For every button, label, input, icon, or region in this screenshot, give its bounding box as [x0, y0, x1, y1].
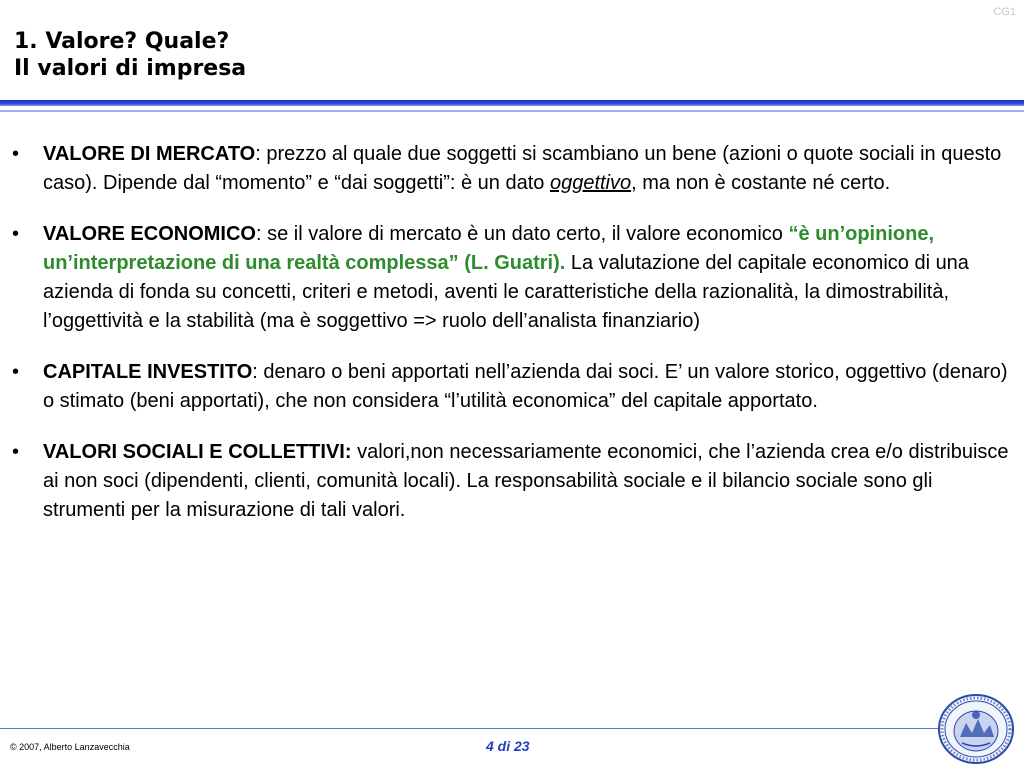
page-number: 4 di 23: [486, 738, 530, 754]
footer-divider: [0, 728, 940, 729]
slide-content: [12, 140, 1012, 547]
bullet-text: [43, 438, 1012, 525]
university-seal-icon: [936, 693, 1016, 765]
bullet-body-end: , ma non è costante né certo.: [631, 172, 891, 194]
bullet-label: VALORE DI MERCATO: [43, 143, 256, 165]
bullet-body: : denaro o beni apportati nell’azienda dai soci. E’ un valore storico, oggettivo (denaro) o stimato (beni apportati), che non considera “l’utilità economica” del capitale apportato.: [43, 361, 1008, 412]
slide-title-line-2: Il valori di impresa: [14, 56, 247, 81]
bullet-text: [43, 140, 1012, 198]
corner-tag: CG1: [993, 6, 1016, 18]
title-divider: [0, 100, 1024, 106]
bullet-glyph: •: [12, 143, 20, 165]
bullet-label: CAPITALE INVESTITO: [43, 361, 253, 383]
bullet-label: VALORE ECONOMICO: [43, 223, 256, 245]
bullet-item-valori-sociali: [12, 438, 1012, 525]
bullet-item-valore-di-mercato: [12, 140, 1012, 198]
bullet-glyph: •: [12, 361, 20, 383]
slide-title-line-1: 1. Valore? Quale?: [14, 29, 230, 54]
bullet-item-capitale-investito: [12, 358, 1012, 416]
bullet-text: [43, 220, 1012, 336]
bullet-item-valore-economico: [12, 220, 1012, 336]
title-divider-thin: [0, 110, 1024, 112]
bullet-label: VALORI SOCIALI E COLLETTIVI:: [43, 441, 352, 463]
slide-title: [14, 28, 246, 82]
bullet-body-end: La valutazione del capitale economico di una azienda di fonda su concetti, criteri e metodi, aventi le caratteristiche della razionalità, la dimostrabilità, l’oggettività e la stabilità (ma è soggettivo => ruolo dell’analista finanziario): [43, 252, 969, 332]
copyright-notice: © 2007, Alberto Lanzavecchia: [10, 742, 130, 752]
bullet-glyph: •: [12, 441, 20, 463]
bullet-text: [43, 358, 1012, 416]
bullet-body: valori,non necessariamente economici, che l’azienda crea e/o distribuisce ai non soci (dipendenti, clienti, comunità locali). La responsabilità sociale e il bilancio sociale sono gli strumenti per la misurazione di tali valori.: [43, 441, 1009, 521]
bullet-body: : prezzo al quale due soggetti si scambiano un bene (azioni o quote sociali in questo caso). Dipende dal “momento” e “dai soggetti”: è un dato: [43, 143, 1002, 194]
bullet-body: : se il valore di mercato è un dato certo, il valore economico: [255, 223, 789, 245]
guatri-quote: “è un’opinione, un’interpretazione di una realtà complessa” (L. Guatri).: [43, 223, 934, 274]
bullet-glyph: •: [12, 223, 20, 245]
emphasis-text: oggettivo: [549, 172, 632, 194]
